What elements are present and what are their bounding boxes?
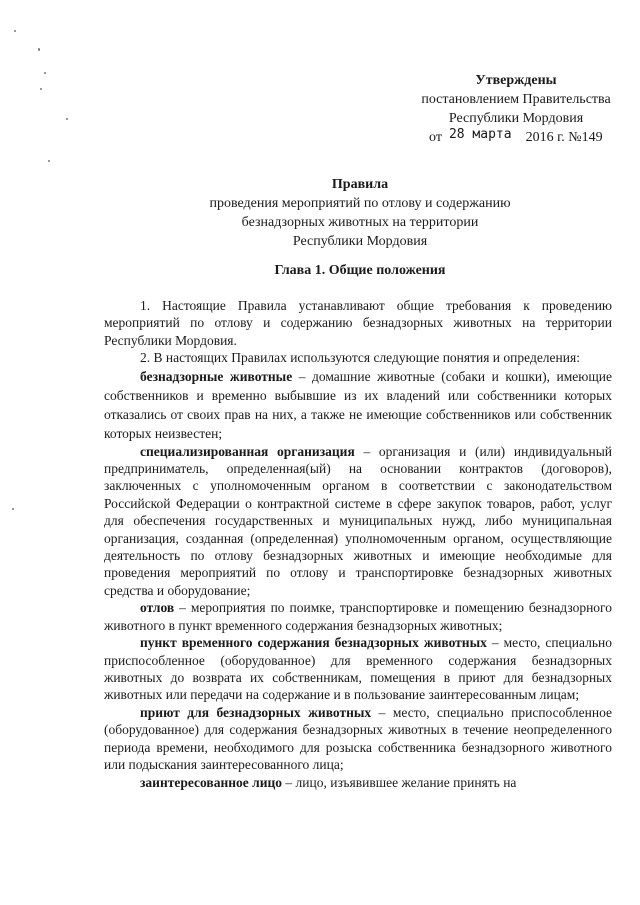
definition-specialized-organization (104, 443, 612, 600)
definition-text: – место, специально приспособленное (оборудованное) для временного содержания безнадзорных животных до возврата их собственникам, помещения в приют для безнадзорных животных или передачи на содержание и в пользование заинтересованным лицам; (104, 635, 612, 703)
scan-speck (66, 118, 68, 120)
definition-term: отлов (140, 600, 175, 616)
definition-capture (104, 599, 612, 634)
definition-temporary-shelter-point (104, 634, 612, 704)
document-subtitle-line-1: проведения мероприятий по отлову и содержанию (209, 196, 511, 211)
scan-speck (14, 30, 16, 32)
definition-interested-person (104, 773, 612, 792)
scan-speck (48, 160, 50, 162)
definition-text: – лицо, изъявившее желание принять на (282, 775, 517, 791)
paragraph-2: 2. В настоящих Правилах используются следующие понятия и определения: (140, 350, 580, 366)
definition-text: – организация и (или) индивидуальный предприниматель, определенная(ый) на основании контрактов (договоров), заключенных с уполномоченным органом в соответствии с законодательством Российской Федерации о контрактной системе в сфере закупок товаров, работ, услуг для обеспечения государственных и муниципальных нужд, либо муниципальная организация, созданная (определенная) уполномоченным органом, осуществляющие деятельность по отлову безнадзорных животных и имеющие необходимые для проведения мероприятий по отлову и транспортировке безнадзорных животных средства и оборудование; (104, 443, 612, 598)
definition-text: – домашние животные (собаки и кошки), имеющие собственников и временно выбывшие из их владений или собственники которых отказались от своих прав на них, а также не имеющие собственников или собственник которых неизвестен; (104, 368, 612, 441)
date-prefix: от (429, 130, 442, 145)
definition-term: заинтересованное лицо (140, 775, 283, 791)
definition-term: специализированная организация (140, 443, 355, 459)
scan-speck (38, 48, 40, 51)
definition-text: – мероприятия по поимке, транспортировке и помещению безнадзорного животного в пункт временного содержания безнадзорных животных; (104, 600, 612, 633)
definition-term: пункт временного содержания безнадзорных животных (140, 635, 487, 651)
scan-speck (12, 508, 14, 510)
approval-title: Утверждены (475, 73, 557, 88)
document-subtitle-line-3: Республики Мордовия (292, 234, 428, 249)
definition-stray-animals (104, 367, 612, 443)
document-body (104, 297, 612, 792)
definition-term: приют для безнадзорных животных (140, 704, 372, 720)
document-title: Правила (331, 177, 389, 192)
approval-line-2: Республики Мордовия (448, 111, 584, 126)
document-title-block (130, 175, 590, 251)
chapter-heading: Глава 1. Общие положения (274, 263, 446, 278)
approval-line-1: постановлением Правительства (421, 92, 611, 107)
scan-speck (44, 72, 46, 74)
approval-date-line (396, 128, 636, 147)
document-subtitle-line-2: безнадзорных животных на территории (241, 215, 479, 230)
definition-term: безнадзорные животные (140, 368, 293, 384)
scan-speck (40, 88, 42, 90)
definition-text: – место, специально приспособленное (оборудованное) для содержания безнадзорных животных в течение неопределенного периода времени, необходимого для розыска собственника безнадзорного животного или подыскания заинтересованного лица; (104, 704, 612, 772)
handwritten-date: 28 марта (448, 127, 512, 142)
paragraph-1: 1. Настоящие Правила устанавливают общие требования к проведению мероприятий по отлову и содержанию безнадзорных животных на территории Республики Мордовия. (104, 298, 612, 348)
date-year: 2016 г. (525, 130, 565, 145)
approval-block (396, 71, 636, 147)
decree-number: №149 (568, 130, 603, 145)
definition-animal-shelter (104, 704, 612, 774)
